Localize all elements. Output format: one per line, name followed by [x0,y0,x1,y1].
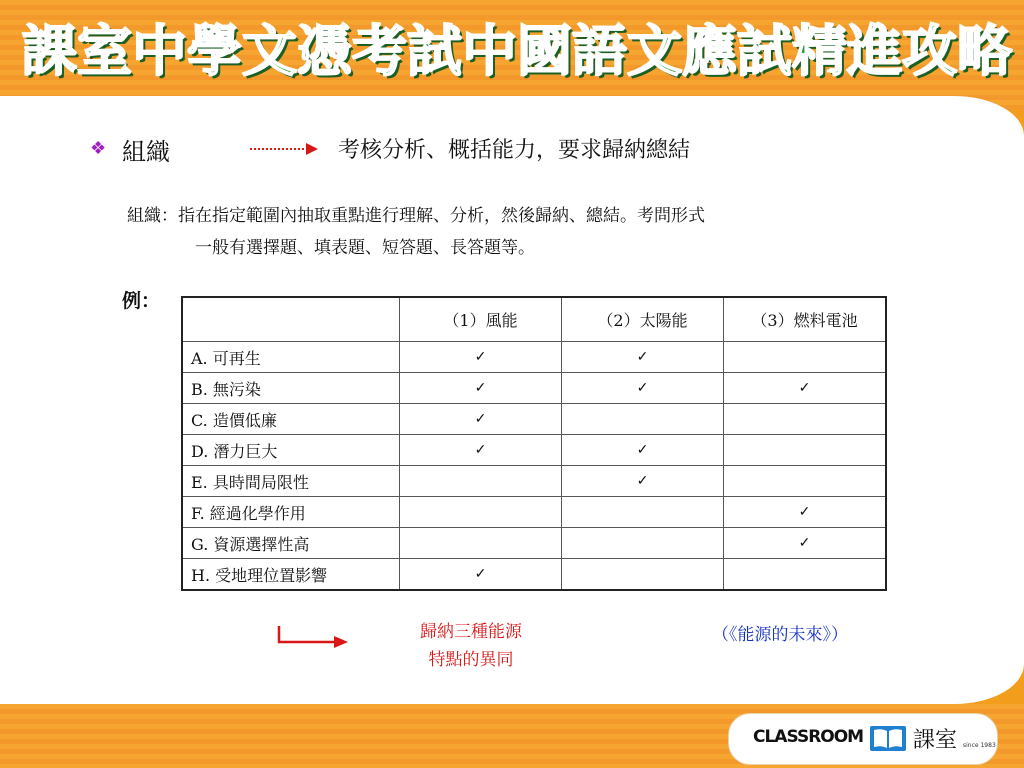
example-label: 例： [122,290,161,312]
check-icon [400,528,562,559]
check-icon: ✓ [400,559,562,591]
summary-line-2: 特點的異同 [428,650,514,670]
table-header-cell [182,297,400,342]
diamond-cluster-icon: ❖ [90,138,107,159]
table-header-row [182,297,886,342]
check-icon [724,342,887,373]
check-icon [724,466,887,497]
check-icon: ✓ [400,435,562,466]
check-icon [724,404,887,435]
row-label: E. 具時間局限性 [182,466,400,497]
table-row [182,342,886,373]
check-icon [400,466,562,497]
check-icon [562,528,724,559]
row-label: G. 資源選擇性高 [182,528,400,559]
summary-note [396,618,546,674]
intro-line-1: 組織：指在指定範圍內抽取重點進行理解、分析，然後歸納、總結。考問形式 [127,206,705,226]
check-icon: ✓ [562,435,724,466]
check-icon: ✓ [724,497,887,528]
table-row [182,559,886,591]
logo-text: CLASSROOM [753,727,864,747]
table-row [182,466,886,497]
table-header-cell: （3）燃料電池 [724,297,887,342]
row-label: B. 無污染 [182,373,400,404]
check-icon: ✓ [400,404,562,435]
since-label: since 1983 [963,742,996,749]
row-label: H. 受地理位置影響 [182,559,400,591]
summary-line-1: 歸納三種能源 [420,622,522,642]
source-citation: （《能源的未來》） [712,625,848,645]
row-label: D. 潛力巨大 [182,435,400,466]
comparison-table [181,296,887,591]
table-header-cell: （2）太陽能 [562,297,724,342]
check-icon: ✓ [400,373,562,404]
logo-chinese: 課室 [913,728,958,753]
check-icon: ✓ [562,342,724,373]
intro-line-2: 一般有選擇題、填表題、短答題、長答題等。 [195,238,535,258]
table-header-cell: （1）風能 [400,297,562,342]
table-row [182,373,886,404]
check-icon: ✓ [400,342,562,373]
check-icon: ✓ [562,373,724,404]
section-heading: 組織 [122,138,170,166]
row-label: A. 可再生 [182,342,400,373]
check-icon: ✓ [724,373,887,404]
page-title: 課室中學文憑考試中國語文應試精進攻略 [22,19,1013,83]
row-label: C. 造價低廉 [182,404,400,435]
table-row [182,497,886,528]
dotted-arrow-icon [250,141,320,157]
check-icon [724,559,887,591]
check-icon [562,497,724,528]
row-label: F. 經過化學作用 [182,497,400,528]
table-row [182,528,886,559]
check-icon [724,435,887,466]
intro-paragraph [127,200,907,264]
classroom-logo [728,713,998,765]
check-icon [400,497,562,528]
check-icon [562,559,724,591]
book-icon [869,723,907,753]
check-icon [562,404,724,435]
header-band [0,0,1024,110]
check-icon: ✓ [724,528,887,559]
check-icon: ✓ [562,466,724,497]
table-row [182,435,886,466]
section-heading-row [90,132,850,166]
table-row [182,404,886,435]
section-description: 考核分析、概括能力，要求歸納總結 [338,138,691,163]
bracket-arrow-icon [272,626,352,656]
